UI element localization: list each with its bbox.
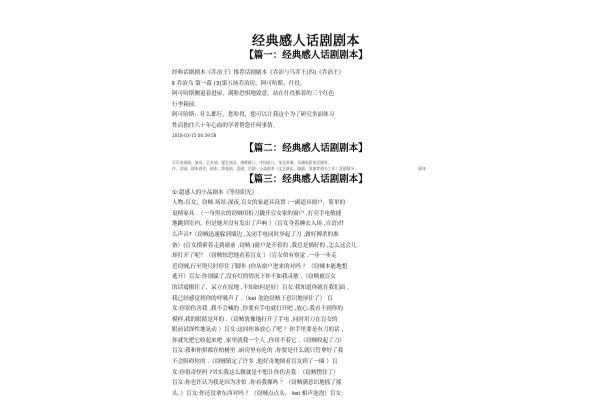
- keyword-line: 作，话剧，剧本创作，剧本，影视剧，喜剧，话剧，小品剧本（文艺演出，编剧，黑塞等相关工作）喜剧情节: [172, 165, 355, 171]
- paragraph-line: 阿可哈斯侧退着进屋，满脸恐惧地致意，站在什役推着的三个红色: [172, 91, 335, 98]
- paragraph-line: 桌椅家具 .（一身黑衣的窃贼用折刀撬开盲女家的窗户 ,打亮手电敏捷: [172, 210, 342, 217]
- paragraph-line: 女:你很奇怪吗 ?其实我这么做就是不想让你伤害我 .（窃贼愣住了）: [172, 369, 339, 376]
- paragraph-line: 我已经感觉到你的呼吸声了 .（kei 泡泡窃贼下意识地屏住了） 盲: [172, 295, 333, 302]
- paragraph-line: 不会阻碍你的 .（窃贼镇定了许多 ,他好奇地图看盲女到了一圈 ）盲: [172, 359, 338, 366]
- paragraph-line: 模样,我的眼睛是坏的 .（窃贼犹豫地打开了手电 ,同时用刀在盲女的: [172, 316, 338, 323]
- post-timestamp: 2018-03-15 06:39:58: [172, 132, 217, 138]
- paragraph-line: Ⅱ 乔治乌 第一幕 (3)第五场乔治房、阿可哈斯、什役。: [172, 80, 306, 87]
- paragraph-line: 却打开了呢？（窃贼惊恐地看着盲女 ）（盲女似有察觉 ,一步一步走: [172, 253, 337, 260]
- paragraph-line: 近窃贼,行至咫尺时停住了脚步 )你从窗户进来的对吗 ？（窃贼本能地想: [172, 263, 348, 270]
- paragraph-line: 行李箱前。: [172, 101, 200, 108]
- paragraph-line: 盲女:我和你拼都在柏树里 ,厨房里有吃的 ,你要是什么就只管拿好了我: [172, 348, 344, 355]
- paragraph-line: 盲女:你也许认为我是因为害怕 ,你看我像吗 ？（窃贼满意识地摇了摇: [172, 380, 342, 387]
- paragraph-line: 头。）盲女:你还没拿东西对吗 ？（窃贼点点头。 kei 相声泡泡）盲女:: [172, 390, 343, 397]
- paragraph-line: 阿可哈斯：什么都行，您哈得，您可以让我这个为了研究多面体习: [172, 112, 335, 119]
- keyword-tag: 剧本: [418, 165, 426, 171]
- paragraph-line: 逃开）盲女:你别躲了,没有灯的情况下你不如我灵敏 .（窃贼被盲女: [172, 274, 336, 281]
- paragraph-line: 的话震慑住了，呆立在原地 ,不知如何是好）盲女:我知道你就在我们面 ,: [172, 284, 349, 291]
- paragraph-line: 你就先把它收起来吧 ,家里就我一个人 ,你用不着它 .（窃贼收起了刀）: [172, 337, 345, 344]
- paragraph-line: 女:你别伤害我 ,我不会喊的 ,你要有手电就打开吧 ,放心,我看不到你的: [172, 306, 343, 313]
- section-heading-2: 【篇二：经典感人话剧剧本】: [244, 142, 368, 154]
- paragraph-line: 备）(盲女摸索着走到窗前 ,窃贼 )窗户是开着的 ,我总是插好的 ,怎么这会儿: [172, 242, 357, 249]
- paragraph-line: 眼前试探性地晃动 ）盲女:这回你该放心了吧 ？你手里要是有刀的话 ,: [172, 327, 344, 334]
- section-heading-1: 【篇一：经典感人话剧剧本】: [244, 50, 368, 61]
- document-page: [172, 0, 440, 399]
- paragraph-line: 么声音?（窃贼迅速躲到墙边 ,关闭手电同时举起了刀 ,做好搏杀的准: [172, 231, 339, 238]
- paragraph-line: 经典话剧剧本《乔治王》推荐话剧剧本《乔治与乌乔王(四)《乔治王》: [172, 70, 345, 76]
- page-title: 经典感人话剧剧本: [251, 34, 360, 49]
- paragraph-line: 性而独往六十年心血的学者帮您任何事情。: [172, 122, 279, 129]
- section-heading-3: 【篇三：经典感人话剧剧本】: [244, 173, 368, 185]
- paragraph-line: 人物:盲女，窃贼 场景:深夜,盲女的家道具设置 :一副道具窗户，简单的: [172, 200, 346, 207]
- keyword-line: 可乐电视剧，演员、艺术部、厦艺演员、康辉新门，中国星儿，金北原典，乐嗨电影免话剧有。: [172, 159, 332, 165]
- paragraph-line: 地跳到室内，但是她并没有发出了声响 ）（盲女身着睡衣入场 ,自语)什: [172, 221, 345, 228]
- paragraph-line: ①:超感人的小品剧本《等待阳光》: [172, 189, 258, 196]
